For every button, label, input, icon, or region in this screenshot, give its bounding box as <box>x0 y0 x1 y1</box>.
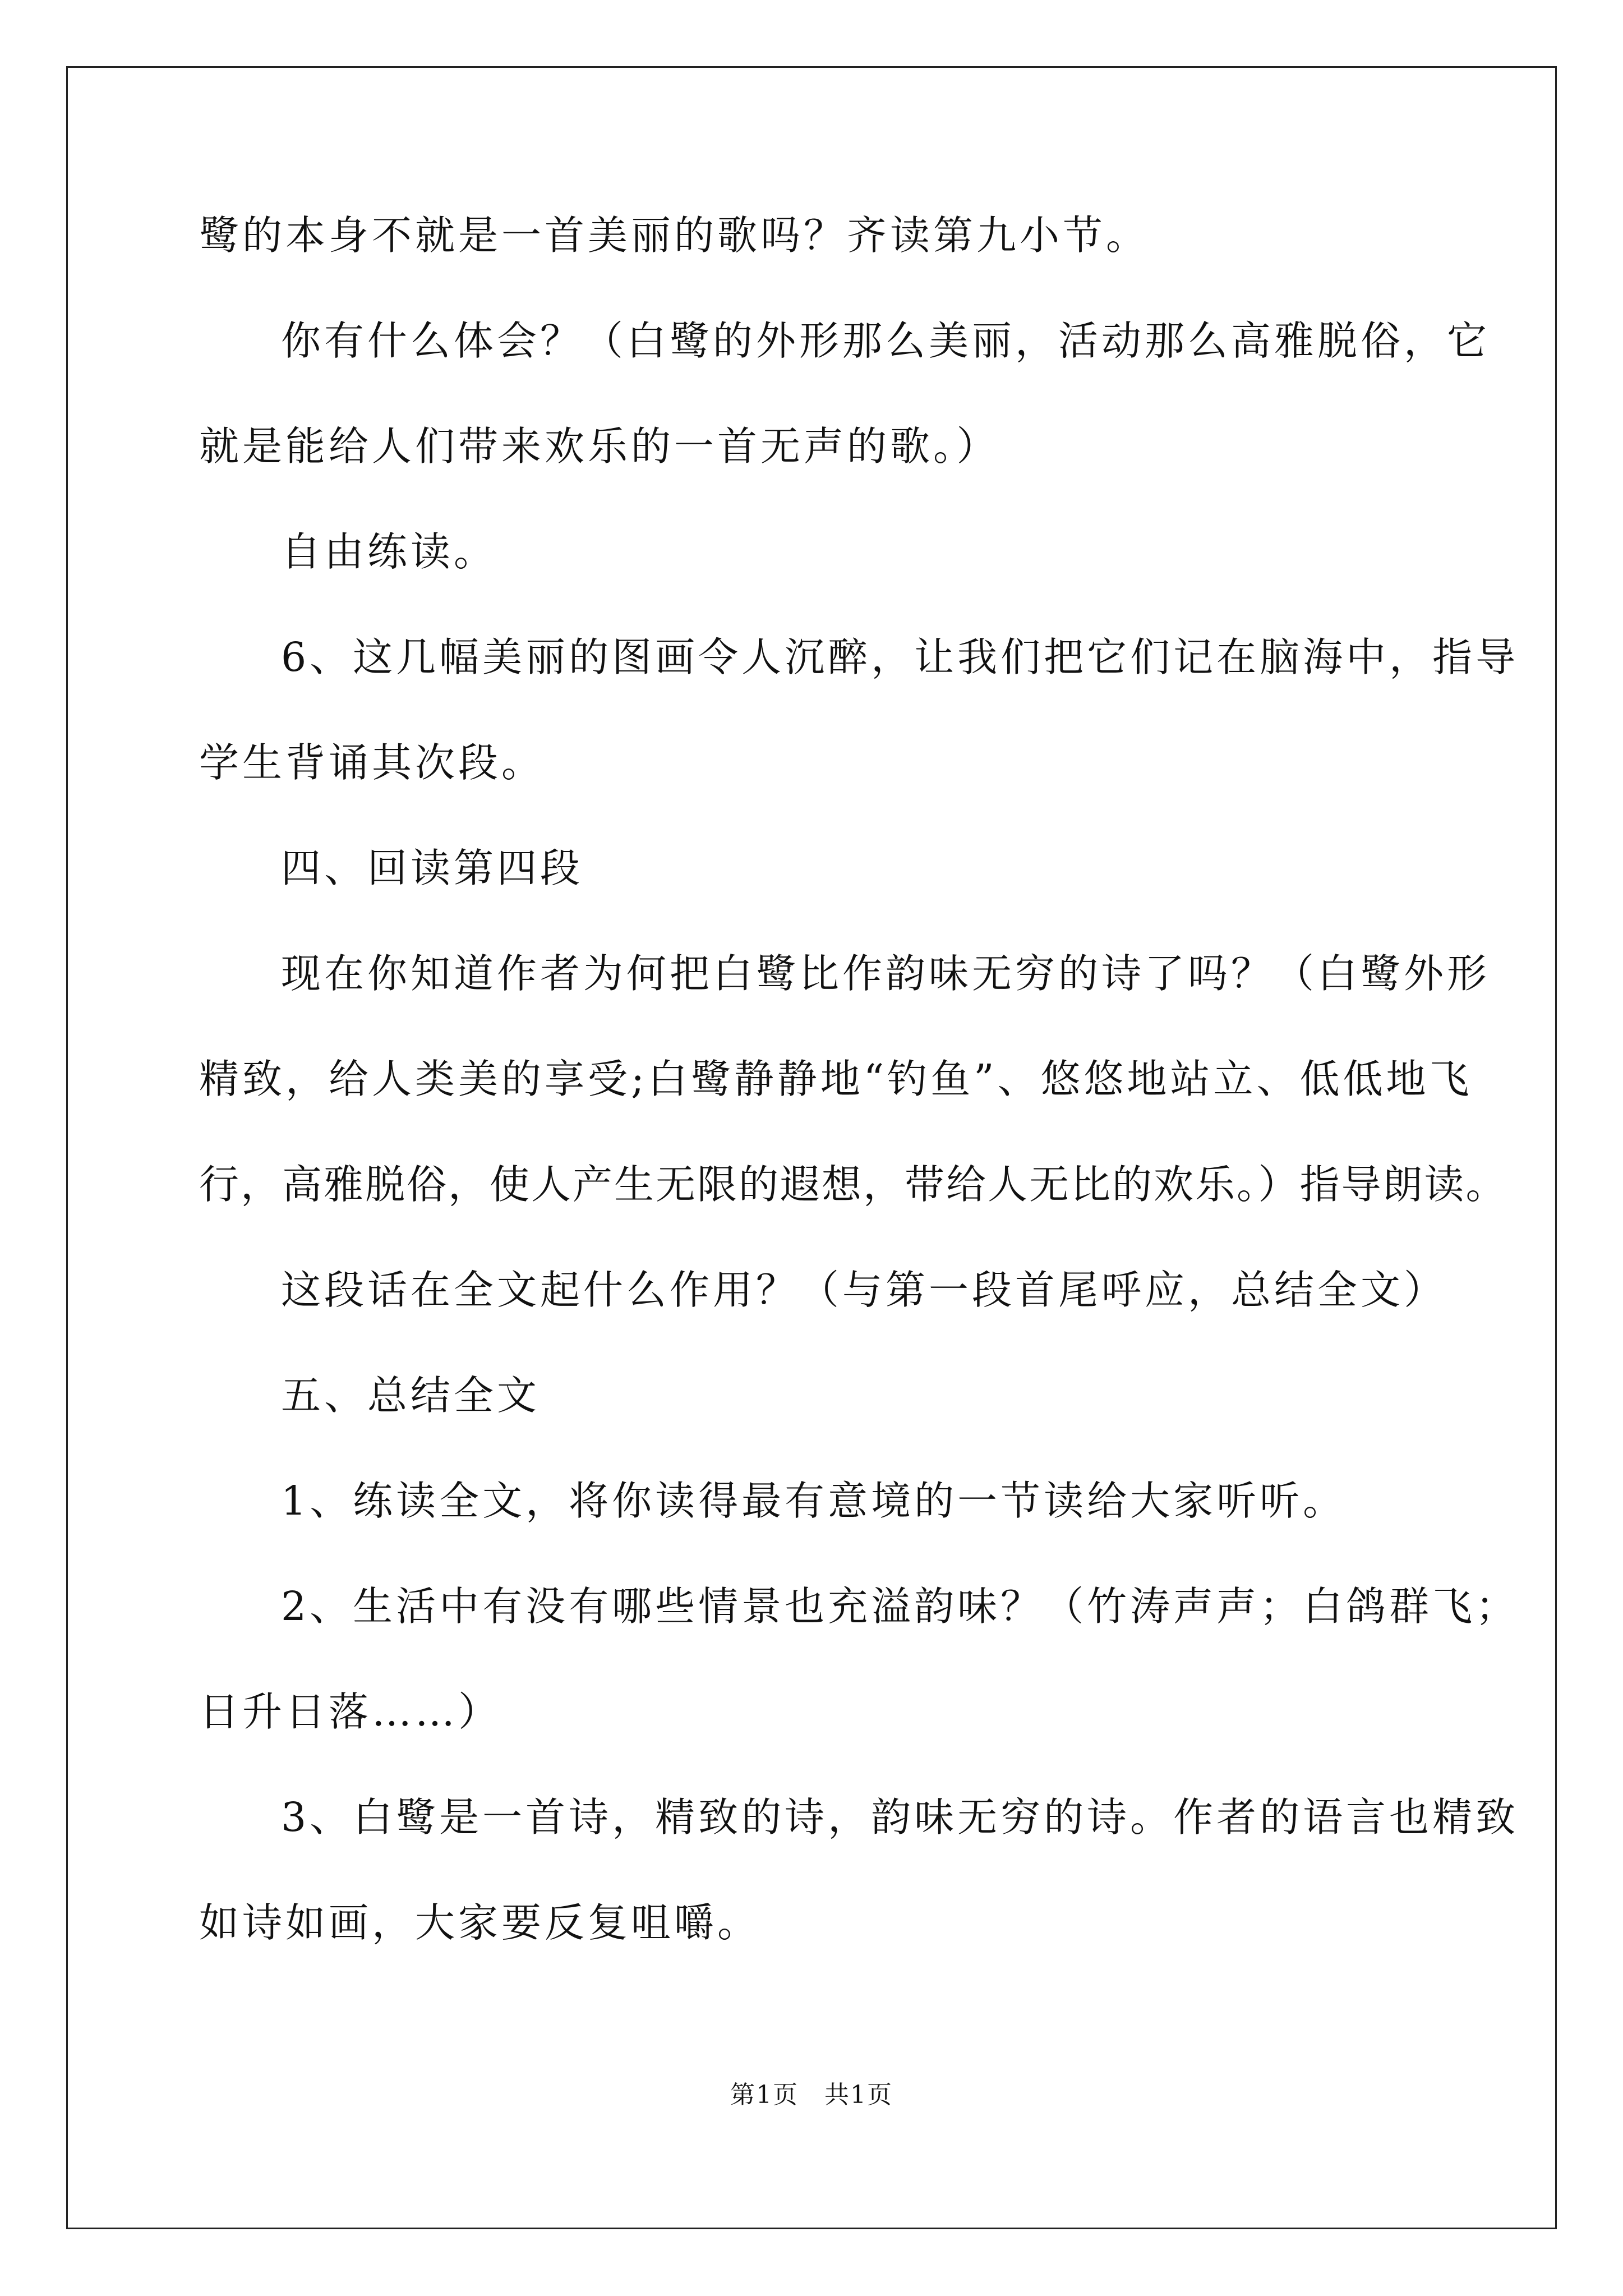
paragraph-line: 鹭的本身不就是一首美丽的歌吗？齐读第九小节。 <box>199 212 1150 259</box>
paragraph-line: 2、生活中有没有哪些情景也充溢韵味？（竹涛声声；白鸽群飞； <box>281 1583 1519 1630</box>
paragraph-line: 这段话在全文起什么作用？（与第一段首尾呼应，总结全文） <box>281 1267 1447 1313</box>
page-footer: 第1页 共1页 <box>730 2081 893 2109</box>
paragraph-line: 就是能给人们带来欢乐的一首无声的歌。） <box>199 423 1000 470</box>
paragraph-line: 3、白鹭是一首诗，精致的诗，韵味无穷的诗。作者的语言也精致 <box>281 1794 1519 1841</box>
paragraph-line: 1、练读全文，将你读得最有意境的一节读给大家听听。 <box>281 1478 1347 1524</box>
paragraph-line: 行，高雅脱俗，使人产生无限的遐想，带给人无比的欢乐。）指导朗读。 <box>199 1161 1507 1208</box>
paragraph-line: 自由练读。 <box>281 528 497 575</box>
paragraph-line: 如诗如画，大家要反复咀嚼。 <box>199 1899 761 1946</box>
paragraph-line: 日升日落……） <box>199 1688 502 1735</box>
paragraph-line: 学生背诵其次段。 <box>199 739 545 786</box>
paragraph-line: 你有什么体会？（白鹭的外形那么美丽，活动那么高雅脱俗，它 <box>281 318 1491 364</box>
paragraph-line: 现在你知道作者为何把白鹭比作韵味无穷的诗了吗？（白鹭外形 <box>281 950 1491 997</box>
paragraph-line: 精致，给人类美的享受;白鹭静静地“钓鱼”、悠悠地站立、低低地飞 <box>199 1056 1473 1102</box>
section-heading: 四、回读第四段 <box>281 845 584 891</box>
section-heading: 五、总结全文 <box>281 1372 541 1419</box>
paragraph-line: 6、这几幅美丽的图画令人沉醉，让我们把它们记在脑海中，指导 <box>281 634 1519 680</box>
